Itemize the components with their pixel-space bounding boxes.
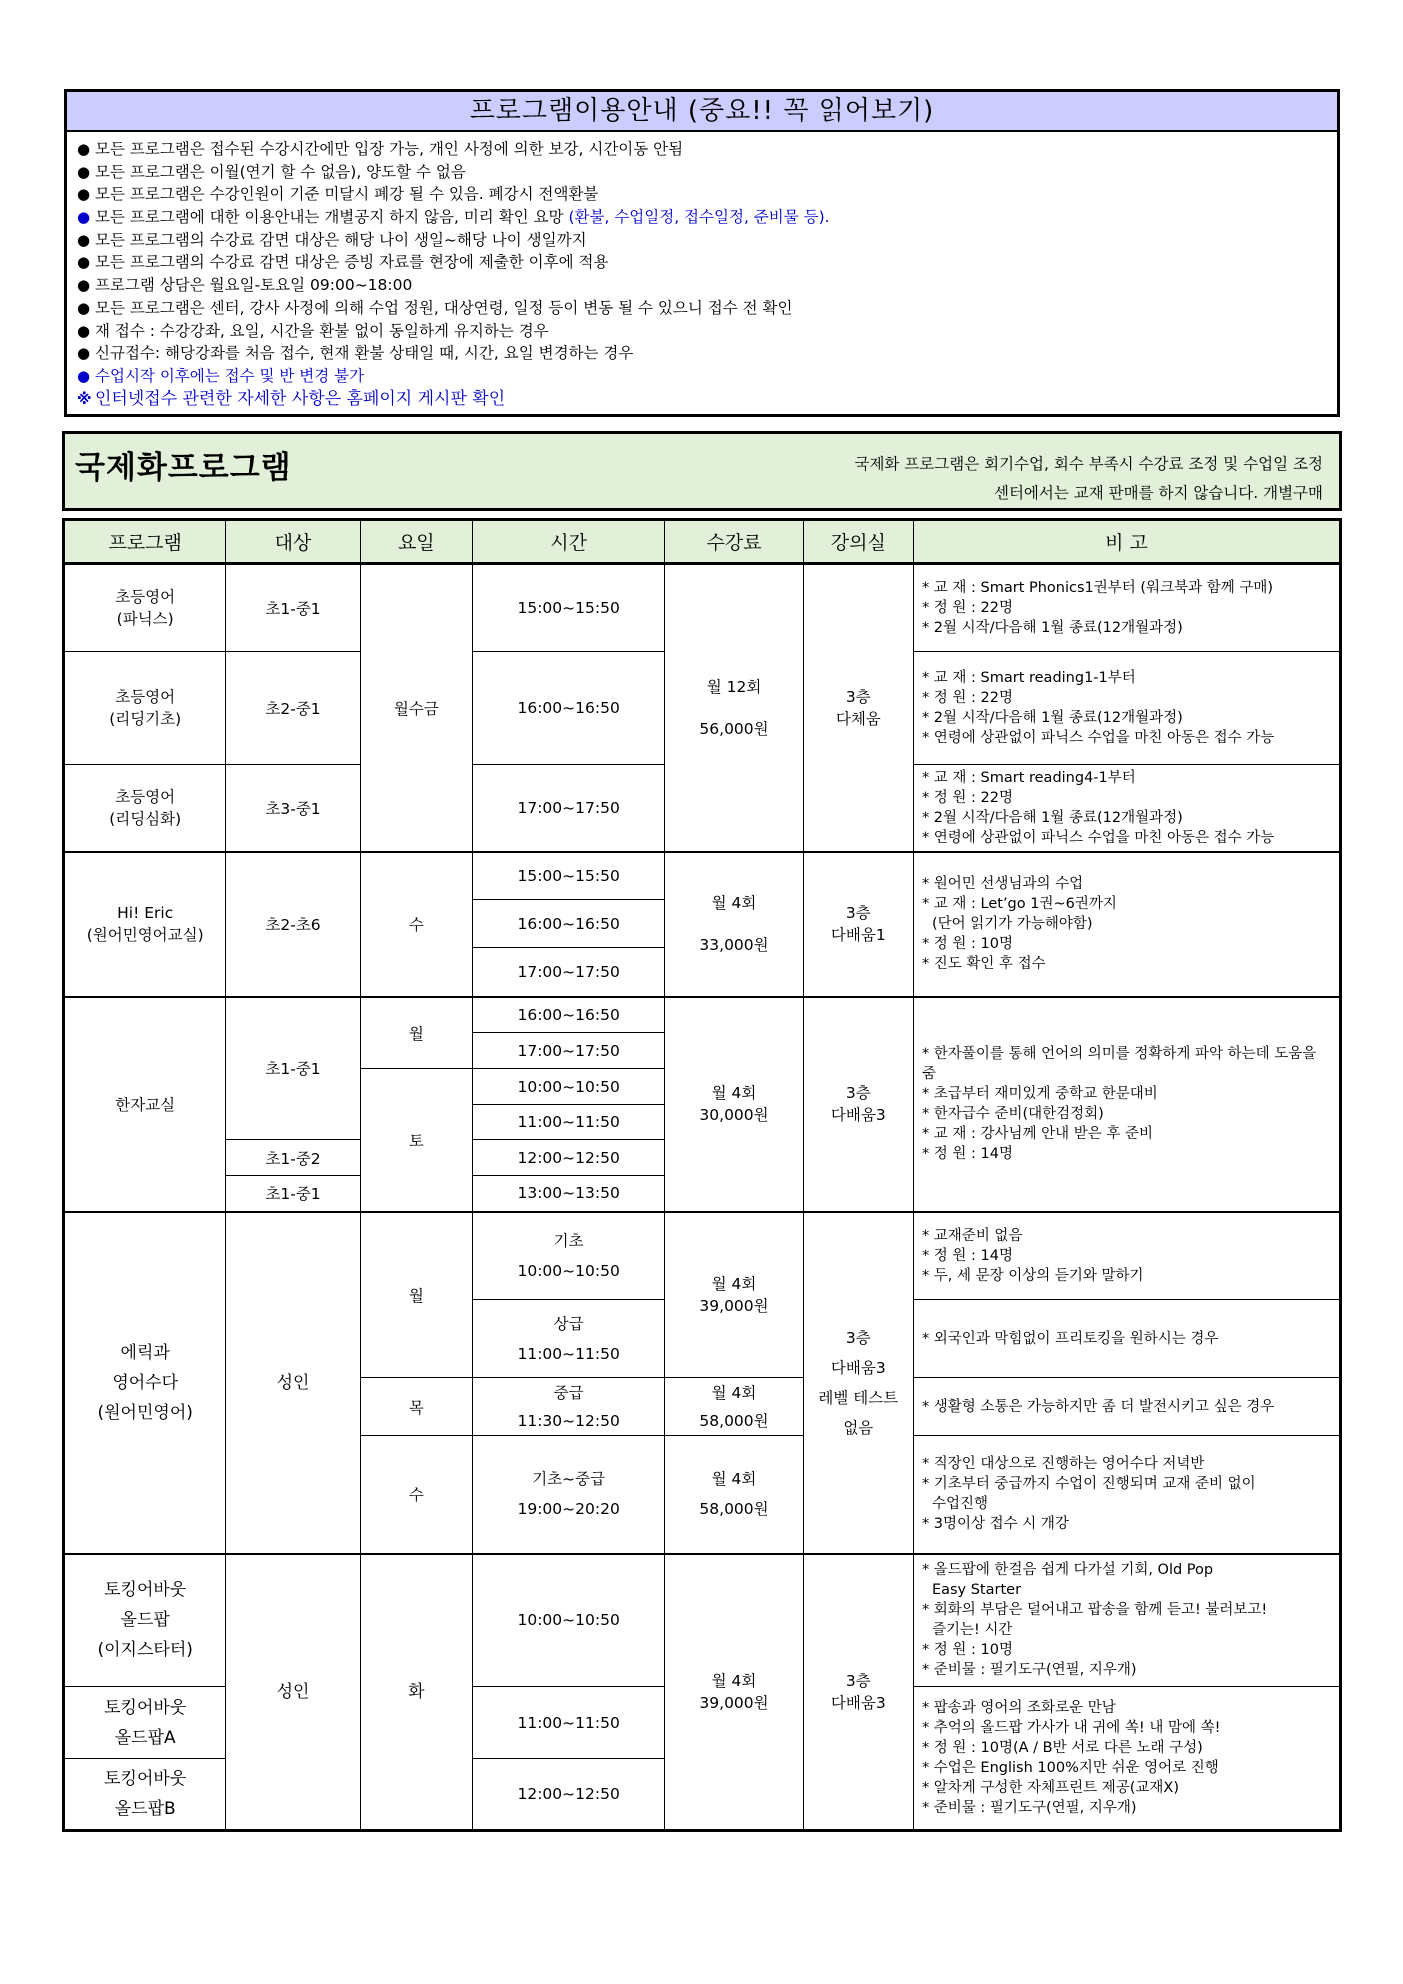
- time-cell: 17:00~17:50: [472, 1033, 664, 1069]
- time-cell: 13:00~13:50: [472, 1176, 664, 1212]
- remarks-cell: * 올드팝에 한걸음 쉽게 다가설 기회, Old Pop Easy Starter * 회화의 부담은 덜어내고 팝송을 함께 듣고! 불러보고! 즐기는! 시간 * 정 원 : 10명 * 준비물 : 필기도구(연필, 지우개): [913, 1554, 1340, 1687]
- remarks-cell: * 직장인 대상으로 진행하는 영어수다 저녁반 * 기초부터 중급까지 수업이 진행되며 교재 준비 없이 수업진행 * 3명이상 접수 시 개강: [913, 1436, 1340, 1554]
- day-cell: 월수금: [360, 564, 472, 852]
- table-row: [64, 852, 1341, 900]
- notice-item: ● 모든 프로그램은 접수된 수강시간에만 입장 가능, 개인 사정에 의한 보강, 시간이동 안됨: [77, 140, 684, 158]
- col-header: 비 고: [913, 520, 1340, 564]
- fee-cell: 월 4회 58,000원: [665, 1436, 803, 1554]
- target-cell: 초2-초6: [226, 852, 360, 997]
- fee-cell: 월 4회 39,000원: [665, 1554, 803, 1831]
- table-header-row: [64, 520, 1341, 564]
- col-header: 대상: [226, 520, 360, 564]
- time-cell: 11:00~11:50: [472, 1105, 664, 1140]
- notice-item: ● 모든 프로그램은 수강인원이 기준 미달시 폐강 될 수 있음. 폐강시 전액환불: [77, 185, 599, 204]
- time-cell: 16:00~16:50: [472, 900, 664, 948]
- section-note: 국제화 프로그램은 회기수업, 회수 부족시 수강료 조정 및 수업일 조정: [854, 455, 1323, 473]
- time-cell: 15:00~15:50: [472, 852, 664, 900]
- target-cell: 초1-중1: [226, 564, 360, 652]
- time-cell: 상급 11:00~11:50: [472, 1300, 664, 1378]
- time-cell: 17:00~17:50: [472, 948, 664, 997]
- table-row: [64, 1212, 1341, 1300]
- time-cell: 11:00~11:50: [472, 1687, 664, 1759]
- time-cell: 16:00~16:50: [472, 652, 664, 765]
- program-name: Hi! Eric (원어민영어교실): [64, 852, 226, 997]
- time-cell: 12:00~12:50: [472, 1140, 664, 1176]
- remarks-cell: * 팝송과 영어의 조화로운 만남 * 추억의 올드팝 가사가 내 귀에 쏙! 내 맘에 쏙! * 정 원 : 10명(A / B반 서로 다른 노래 구성) * 수업은 English 100%지만 쉬운 영어로 진행 * 알차게 구성한 자체프린트 제공(교재X) * 준비물 : 필기도구(연필, 지우개): [913, 1687, 1340, 1831]
- time-cell: 중급 11:30~12:50: [472, 1378, 664, 1436]
- fee-cell: 월 12회 56,000원: [665, 564, 803, 852]
- col-header: 수강료: [665, 520, 803, 564]
- remarks-cell: * 외국인과 막힘없이 프리토킹을 원하시는 경우: [913, 1300, 1340, 1378]
- notice-item: ● 모든 프로그램은 이월(연기 할 수 없음), 양도할 수 없음: [77, 162, 466, 181]
- notice-item: ● 모든 프로그램에 대한 이용안내는 개별공지 하지 않음, 미리 확인 요망 (환불, 수업일정, 접수일정, 준비물 등).: [77, 208, 830, 227]
- fee-cell: 월 4회 58,000원: [665, 1378, 803, 1436]
- room-cell: 3층 다배움3: [803, 1554, 913, 1831]
- usage-notice: [64, 89, 1340, 417]
- day-cell: 월: [360, 997, 472, 1069]
- notice-list: [67, 132, 1337, 410]
- notice-item: ● 수업시작 이후에는 접수 및 반 변경 불가: [77, 366, 365, 385]
- notice-item: ● 모든 프로그램의 수강료 감면 대상은 증빙 자료를 현장에 제출한 이후에 적용: [77, 253, 609, 272]
- section-note: 센터에서는 교재 판매를 하지 않습니다. 개별구매: [993, 484, 1323, 502]
- program-name: 토킹어바웃 올드팝B: [64, 1759, 226, 1831]
- program-table: [62, 518, 1342, 1832]
- program-name: 초등영어 (리딩기초): [64, 652, 226, 765]
- program-name: 에릭과 영어수다 (원어민영어): [64, 1212, 226, 1554]
- program-name: 초등영어 (리딩심화): [64, 765, 226, 852]
- section-title: 국제화프로그램: [75, 450, 292, 486]
- fee-cell: 월 4회 39,000원: [665, 1212, 803, 1378]
- target-cell: 초1-중1: [226, 1176, 360, 1212]
- notice-item: ● 신규접수: 해당강좌를 처음 접수, 현재 환불 상태일 때, 시간, 요일 변경하는 경우: [77, 344, 634, 363]
- program-name: 초등영어 (파닉스): [64, 564, 226, 652]
- room-cell: 3층 다배움1: [803, 852, 913, 997]
- col-header: 강의실: [803, 520, 913, 564]
- day-cell: 수: [360, 1436, 472, 1554]
- time-cell: 17:00~17:50: [472, 765, 664, 852]
- target-cell: 초1-중1: [226, 997, 360, 1140]
- col-header: 시간: [472, 520, 664, 564]
- section-header: [62, 431, 1342, 511]
- remarks-cell: * 교 재 : Smart Phonics1권부터 (워크북과 함께 구매) * 정 원 : 22명 * 2월 시작/다음해 1월 종료(12개월과정): [913, 564, 1340, 652]
- remarks-cell: * 교 재 : Smart reading1-1부터 * 정 원 : 22명 * 2월 시작/다음해 1월 종료(12개월과정) * 연령에 상관없이 파닉스 수업을 마친 아동은 접수 가능: [913, 652, 1340, 765]
- target-cell: 초3-중1: [226, 765, 360, 852]
- col-header: 프로그램: [64, 520, 226, 564]
- day-cell: 월: [360, 1212, 472, 1378]
- remarks-cell: * 교재준비 없음 * 정 원 : 14명 * 두, 세 문장 이상의 듣기와 말하기: [913, 1212, 1340, 1300]
- table-row: [64, 997, 1341, 1033]
- room-cell: 3층 다배움3: [803, 997, 913, 1212]
- notice-item: ● 모든 프로그램은 센터, 강사 사정에 의해 수업 정원, 대상연령, 일정 등이 변동 될 수 있으니 접수 전 확인: [77, 298, 793, 317]
- program-name: 한자교실: [64, 997, 226, 1212]
- time-cell: 기초~중급 19:00~20:20: [472, 1436, 664, 1554]
- target-cell: 초1-중2: [226, 1140, 360, 1176]
- notice-item: ● 재 접수 : 수강강좌, 요일, 시간을 환불 없이 동일하게 유지하는 경우: [77, 321, 549, 340]
- remarks-cell: * 한자풀이를 통해 언어의 의미를 정확하게 파악 하는데 도움을 줌 * 초급부터 재미있게 중학교 한문대비 * 한자급수 준비(대한검정회) * 교 재 : 강사님께 안내 받은 후 준비 * 정 원 : 14명: [913, 997, 1340, 1212]
- room-cell: 3층 다배움3 레벨 테스트 없음: [803, 1212, 913, 1554]
- day-cell: 토: [360, 1069, 472, 1212]
- day-cell: 목: [360, 1378, 472, 1436]
- notice-item: ● 프로그램 상담은 월요일-토요일 09:00~18:00: [77, 276, 413, 295]
- remarks-cell: * 원어민 선생님과의 수업 * 교 재 : Let’go 1권~6권까지 (단어 읽기가 가능해야함) * 정 원 : 10명 * 진도 확인 후 접수: [913, 852, 1340, 997]
- time-cell: 16:00~16:50: [472, 997, 664, 1033]
- program-name: 토킹어바웃 올드팝A: [64, 1687, 226, 1759]
- time-cell: 15:00~15:50: [472, 564, 664, 652]
- notice-reference: ※ 인터넷접수 관련한 자세한 사항은 홈페이지 게시판 확인: [77, 388, 506, 409]
- target-cell: 초2-중1: [226, 652, 360, 765]
- notice-title: 프로그램이용안내 (중요!! 꼭 읽어보기): [67, 92, 1337, 132]
- time-cell: 12:00~12:50: [472, 1759, 664, 1831]
- col-header: 요일: [360, 520, 472, 564]
- day-cell: 수: [360, 852, 472, 997]
- target-cell: 성인: [226, 1212, 360, 1554]
- table-row: [64, 564, 1341, 652]
- day-cell: 화: [360, 1554, 472, 1831]
- table-row: [64, 1554, 1341, 1687]
- fee-cell: 월 4회 30,000원: [665, 997, 803, 1212]
- notice-item: ● 모든 프로그램의 수강료 감면 대상은 해당 나이 생일~해당 나이 생일까지: [77, 230, 587, 249]
- fee-cell: 월 4회 33,000원: [665, 852, 803, 997]
- target-cell: 성인: [226, 1554, 360, 1831]
- remarks-cell: * 생활형 소통은 가능하지만 좀 더 발전시키고 싶은 경우: [913, 1378, 1340, 1436]
- room-cell: 3층 다체움: [803, 564, 913, 852]
- time-cell: 10:00~10:50: [472, 1554, 664, 1687]
- program-name: 토킹어바웃 올드팝 (이지스타터): [64, 1554, 226, 1687]
- time-cell: 10:00~10:50: [472, 1069, 664, 1105]
- time-cell: 기초 10:00~10:50: [472, 1212, 664, 1300]
- remarks-cell: * 교 재 : Smart reading4-1부터 * 정 원 : 22명 * 2월 시작/다음해 1월 종료(12개월과정) * 연령에 상관없이 파닉스 수업을 마친 아동은 접수 가능: [913, 765, 1340, 852]
